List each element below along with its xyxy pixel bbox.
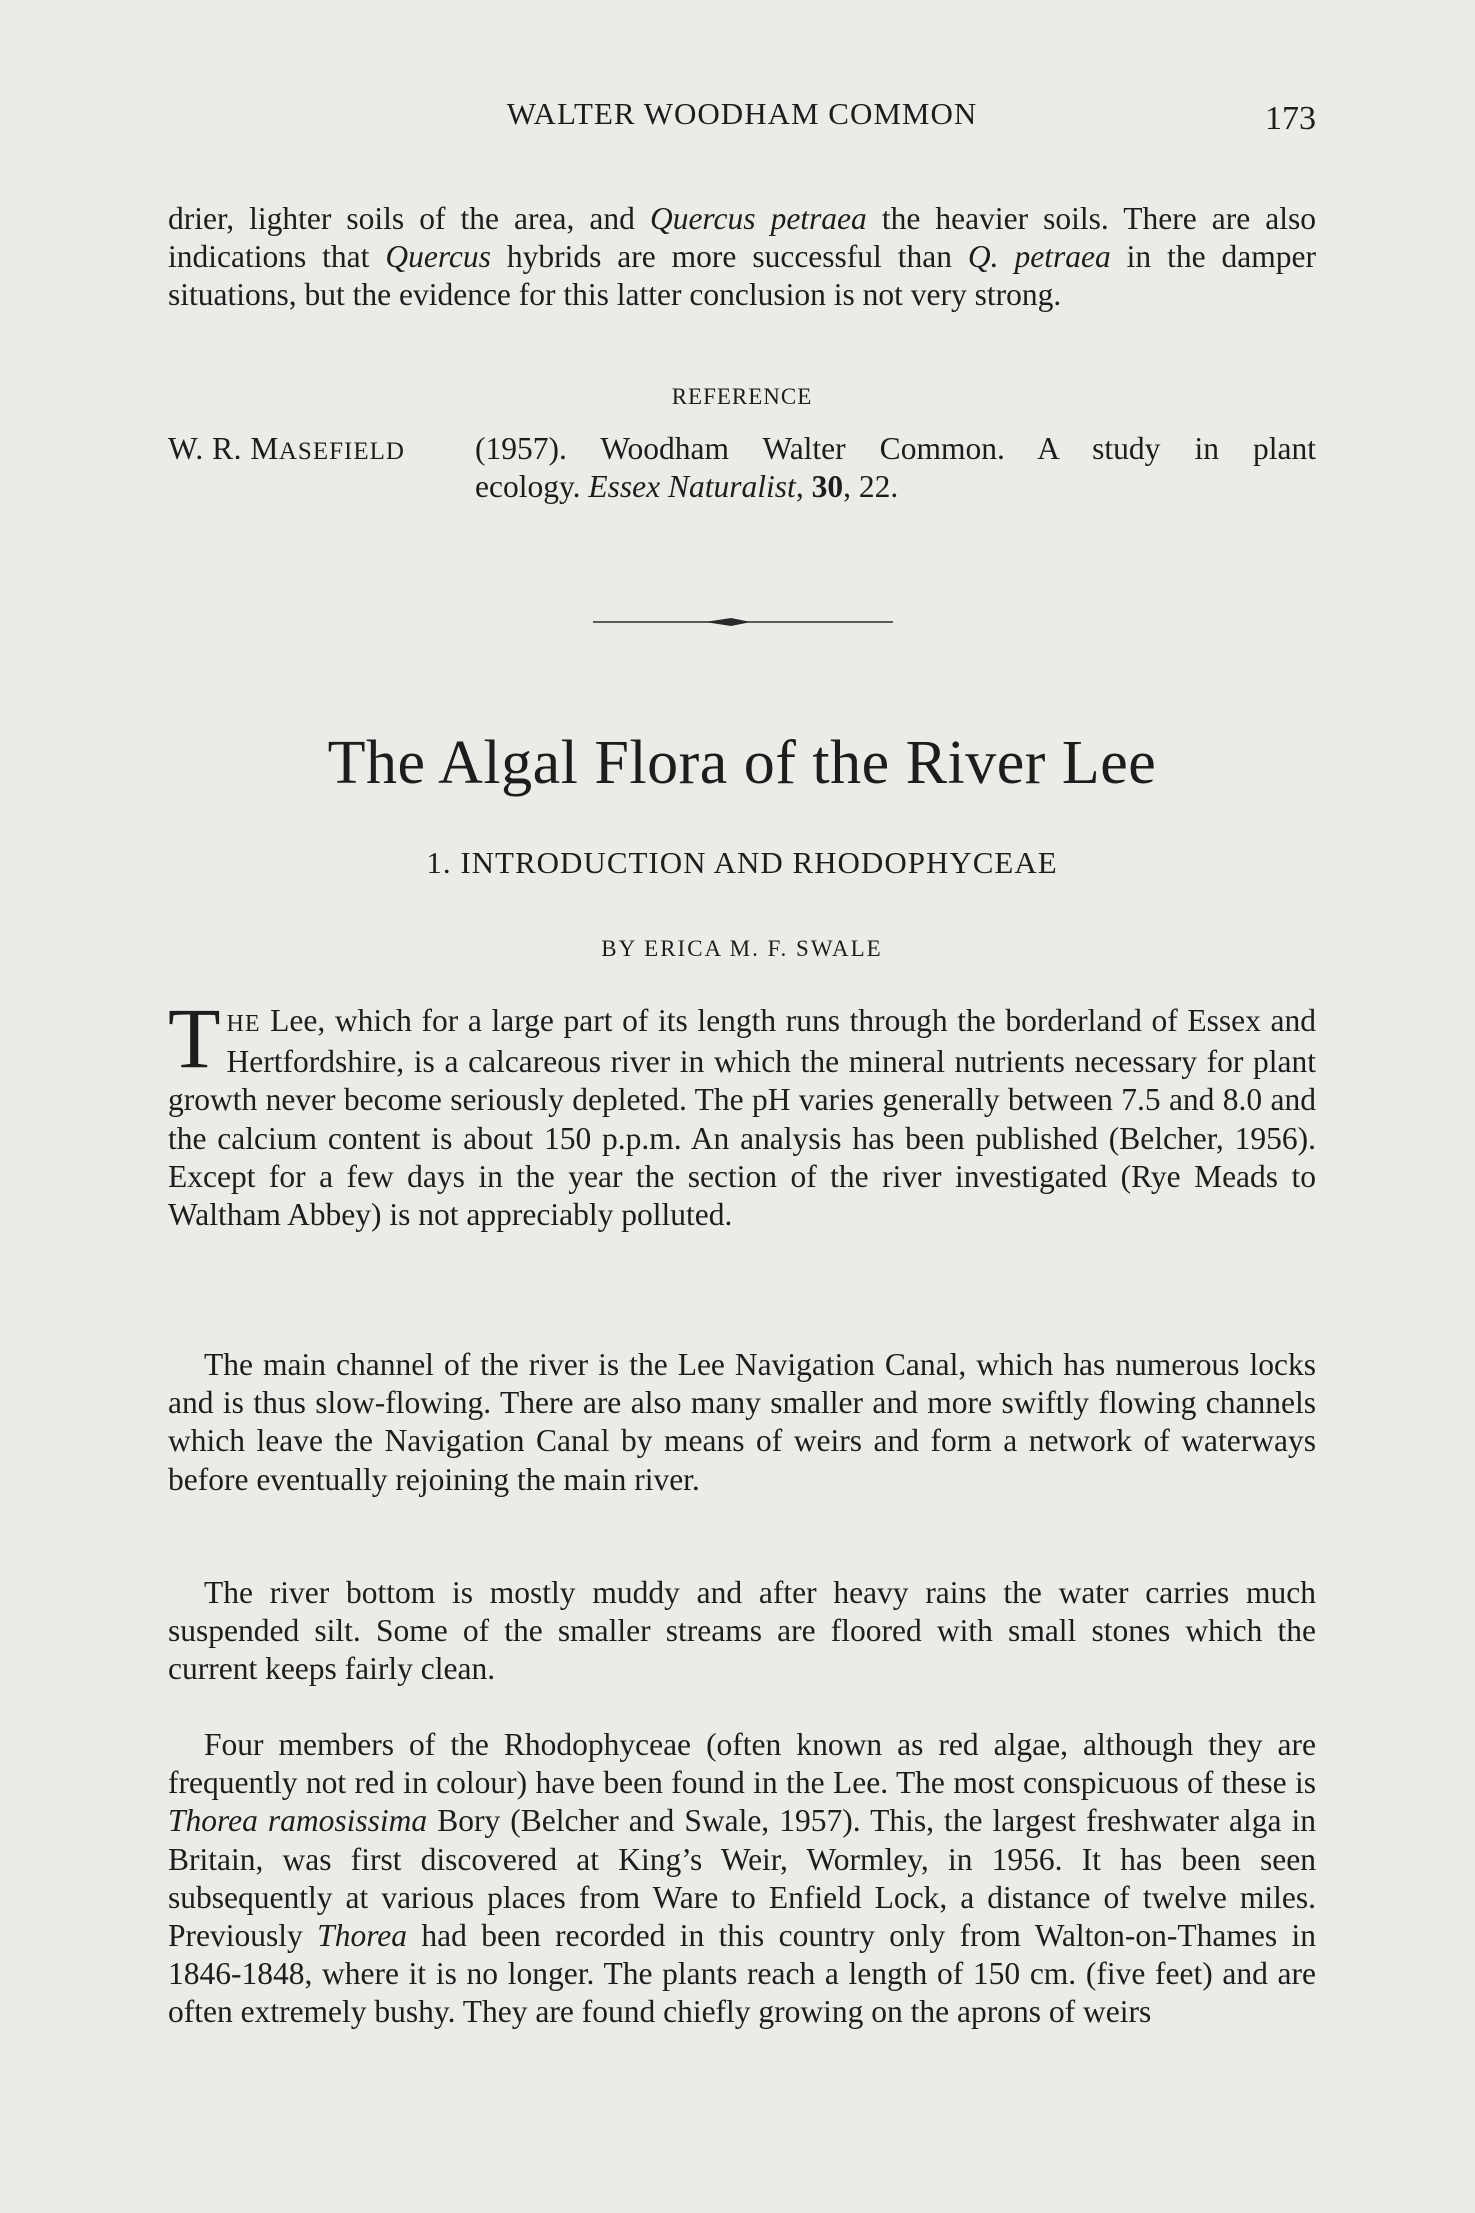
text-run: the heavier soils. There are also indications that xyxy=(168,201,1316,275)
drop-cap: T xyxy=(168,990,221,1086)
author-initials: W. R. M xyxy=(168,431,279,466)
text-run: drier, lighter soils of the area, and xyxy=(168,201,650,236)
running-head xyxy=(168,96,1316,140)
section-divider-ornament xyxy=(593,612,893,632)
paragraph-text: The main channel of the river is the Lee Navigation Canal, which has numerous locks and is thus slow-flowing. There are also many smaller and more swiftly flowing channels which leave the Navigation Canal by means of weirs and form a network of waterways before eventually rejoining the main river. xyxy=(168,1347,1316,1497)
page-number: 173 xyxy=(1265,100,1316,137)
article-paragraph-3 xyxy=(168,1574,1316,1689)
genus-name: Thorea xyxy=(317,1918,408,1954)
text-run: Bory (Belcher and Swale, 1957). This, the largest freshwater alga in Britain, was first discovered at King’s Weir, Wormley, in 1956. It has been seen subsequently at various places from Ware to Enfield Lock, a distance of twelve miles. Previously xyxy=(168,1803,1316,1954)
reference-author xyxy=(168,430,405,471)
article-title: The Algal Flora of the River Lee xyxy=(327,729,1157,797)
article-paragraph-1 xyxy=(168,990,1316,1234)
article-byline: BY ERICA M. F. SWALE xyxy=(601,936,883,961)
paragraph-text: The river bottom is mostly muddy and after heavy rains the water carries much suspended silt. Some of the smaller streams are floored with small stones which the current keeps fairly clean. xyxy=(168,1575,1316,1687)
article-subtitle: 1. INTRODUCTION AND RHODOPHYCEAE xyxy=(426,845,1058,880)
reference-text: (1957). Woodham Walter Common. A study in plant xyxy=(475,431,1316,466)
journal-name: Essex Naturalist xyxy=(588,469,796,504)
opening-small-caps: HE xyxy=(226,1011,261,1037)
journal-volume: 30 xyxy=(811,469,844,504)
reference-text: , xyxy=(795,469,812,504)
journal-pages: , 22. xyxy=(843,469,899,504)
text-run: had been recorded in this country only from Walton-on-Thames in 1846-1848, where it is no longer. The plants reach a length of 150 cm. (five feet) and are often extremely bushy. They are found chiefly growing on the aprons of weirs xyxy=(168,1918,1316,2030)
previous-article-paragraph xyxy=(168,200,1316,315)
reference-line-2 xyxy=(475,468,898,506)
reference-heading: REFERENCE xyxy=(671,384,813,409)
species-name: Thorea ramosissima xyxy=(168,1803,428,1839)
text-run: Four members of the Rhodophyceae (often known as red algae, although they are frequently not red in colour) have been found in the Lee. The most conspicuous of these is xyxy=(168,1727,1316,1801)
species-name: Q. petraea xyxy=(967,239,1111,275)
text-run: hybrids are more successful than xyxy=(490,239,968,275)
reference-text: ecology. xyxy=(475,469,589,504)
text-run: in the damper situations, but the evidence for this latter conclusion is not very strong. xyxy=(168,239,1316,313)
paragraph-text: Lee, which for a large part of its length runs through the borderland of Essex and Hertfordshire, is a calcareous river in which the mineral nutrients necessary for plant growth never become seriously depleted. The pH varies generally between 7.5 and 8.0 and the calcium content is about 150 p.p.m. An analysis has been published (Belcher, 1956). Except for a few days in the year the section of the river investigated (Rye Meads to Waltham Abbey) is not appreciably polluted. xyxy=(168,1003,1316,1233)
reference-entry xyxy=(168,430,1316,510)
article-paragraph-4 xyxy=(168,1726,1316,2032)
species-name: Quercus petraea xyxy=(649,201,867,236)
running-title: WALTER WOODHAM COMMON xyxy=(506,96,978,131)
genus-name: Quercus xyxy=(385,239,491,275)
author-surname-smallcaps: ASEFIELD xyxy=(278,438,405,465)
reference-line-1 xyxy=(475,430,1316,468)
article-paragraph-2 xyxy=(168,1346,1316,1499)
